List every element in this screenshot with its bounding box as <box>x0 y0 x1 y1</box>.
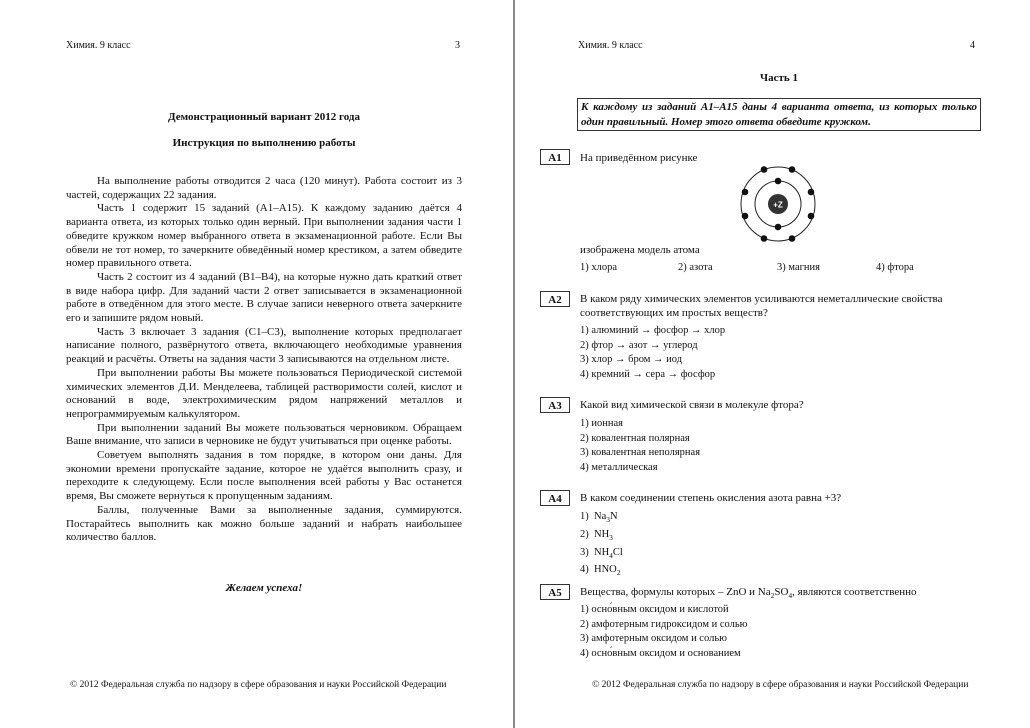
answer-option[interactable]: 1) $Na_3N$ <box>580 511 618 525</box>
answer-options-a4 <box>580 510 623 581</box>
question-number-a2: А2 <box>540 291 570 307</box>
page-number: 3 <box>455 40 460 51</box>
answer-options-a5 <box>580 603 747 662</box>
question-text-a3: Какой вид химической связи в молекуле фтора? <box>580 399 804 411</box>
paragraph: На выполнение работы отводится 2 часа (120 минут). Работа состоит из 3 частей, содержащих 22 задания. <box>66 175 462 201</box>
footer-copyright: © 2012 Федеральная служба по надзору в сфере образования и науки Российской Федерации <box>70 680 447 690</box>
paragraph: При выполнении работы Вы можете пользоваться Периодической системой химических элементов Д.И. Менделеева, таблицей растворимости солей, кислот и оснований в воде, электрохимическим рядом напряжений металлов и непрограммируемым калькулятором. <box>66 366 462 420</box>
question-text-a2: В каком ряду химических элементов усиливаются неметаллические свойства соответствующих им простых веществ? <box>580 293 943 319</box>
answer-option[interactable]: 2) ковалентная полярная <box>580 432 690 444</box>
electron <box>742 189 749 196</box>
answer-option[interactable]: 3) ковалентная неполярная <box>580 447 701 459</box>
answer-option[interactable]: 2) амфотерным гидроксидом и солью <box>580 618 748 630</box>
answer-option[interactable]: 2) азота <box>678 262 713 273</box>
header-subject: Химия. 9 класс <box>578 40 643 51</box>
answer-option[interactable]: 4) осно́вным оксидом и основанием <box>580 648 741 660</box>
good-luck-text: Желаем успеха! <box>225 582 303 594</box>
question-text-a5: Вещества, формулы которых – ZnO и $Na_2SO_4$, являются соответственно <box>580 586 917 601</box>
answer-option[interactable]: 3) амфотерным оксидом и солью <box>580 633 727 645</box>
atom-model-diagram <box>738 164 818 244</box>
answer-option[interactable]: 1) хлора <box>580 262 618 273</box>
answer-option[interactable]: 1) ионная <box>580 418 623 429</box>
question-text-a1-cont: изображена модель атома <box>580 244 700 256</box>
nucleus-label: +Z <box>773 200 783 210</box>
electron <box>761 235 768 242</box>
electron <box>742 213 749 220</box>
answer-option[interactable]: 3) хлор → бром → иод <box>580 354 683 366</box>
question-text-a1: На приведённом рисунке <box>580 152 698 164</box>
answer-option[interactable]: 2) $NH_3$ <box>580 528 613 542</box>
answer-option[interactable]: 4) металлическая <box>580 462 658 474</box>
answer-options-a3 <box>580 417 700 476</box>
paragraph: Баллы, полученные Вами за выполненные задания, суммируются. Постарайтесь выполнить как можно больше заданий и набрать наибольшее количество баллов. <box>66 503 462 544</box>
answer-option[interactable]: 4) $HNO_2$ <box>580 564 621 578</box>
answer-option[interactable]: 2) фтор → азот → углерод <box>580 339 698 351</box>
paragraph: Часть 3 включает 3 задания (С1–С3), выполнение которых предполагает написание полного, развёрнутого ответа, включающего необходимые уравнения реакций и расчёты. Ответы на задания части 3 записываются на отдельном листе. <box>66 325 462 366</box>
electron <box>761 166 768 173</box>
page-left <box>0 0 514 728</box>
instruction-text <box>66 175 462 545</box>
electron <box>775 224 782 231</box>
instruction-title: Инструкция по выполнению работы <box>172 137 356 149</box>
question-text-a4: В каком соединении степень окисления азота равна +3? <box>580 492 842 504</box>
electron <box>775 178 782 185</box>
electron <box>808 213 815 220</box>
page-number: 4 <box>970 40 975 51</box>
footer-copyright: © 2012 Федеральная служба по надзору в сфере образования и науки Российской Федерации <box>592 680 969 690</box>
answer-option[interactable]: 3) магния <box>777 262 820 273</box>
header-subject: Химия. 9 класс <box>66 40 131 51</box>
answer-option[interactable]: 1) алюминий → фосфор → хлор <box>580 325 726 336</box>
paragraph: Советуем выполнять задания в том порядке, в котором они даны. Для экономии времени пропускайте задание, которое не удаётся выполнить сразу, и переходите к следующему. Если после выполнения всей работы у Вас останется время, Вы сможете вернуться к пропущенным заданиям. <box>66 449 462 503</box>
question-number-a3: А3 <box>540 397 570 413</box>
answer-option[interactable]: 4) фтора <box>876 262 914 273</box>
answer-option[interactable]: 4) кремний → сера → фосфор <box>580 369 716 381</box>
electron <box>808 189 815 196</box>
document-title: Демонстрационный вариант 2012 года <box>168 111 360 123</box>
electron <box>789 166 796 173</box>
paragraph: Часть 1 содержит 15 заданий (А1–А15). К каждому заданию даётся 4 варианта ответа, из которых только один верный. При выполнении задания части 1 обведите кружком номер выбранного ответа в экзаменационной работе. Если Вы обвели не тот номер, то зачеркните обведённый номер крестиком, а затем обведите номер правильного ответа. <box>66 202 462 270</box>
question-number-a5: А5 <box>540 584 570 600</box>
question-number-a1: А1 <box>540 149 570 165</box>
question-number-a4: А4 <box>540 490 570 506</box>
electron <box>789 235 796 242</box>
paragraph: При выполнении заданий Вы можете пользоваться черновиком. Обращаем Ваше внимание, что записи в черновике не будут учитываться при оценке работы. <box>66 421 462 448</box>
answer-option[interactable]: 1) осно́вным оксидом и кислотой <box>580 604 729 615</box>
paragraph: Часть 2 состоит из 4 заданий (В1–В4), на которые нужно дать краткий ответ в виде набора цифр. Для заданий части 2 ответ записывается в экзаменационной работе в отведённом для этого месте. В случае записи неверного ответа зачеркните его и запишите рядом новый. <box>66 270 462 325</box>
answer-option[interactable]: 3) $NH_4Cl$ <box>580 546 623 560</box>
answer-options-a2 <box>580 324 725 383</box>
part-title: Часть 1 <box>760 72 798 84</box>
part-instruction: К каждому из заданий А1–А15 даны 4 варианта ответа, из которых только один правильный. Номер этого ответа обведите кружком. <box>577 98 981 131</box>
